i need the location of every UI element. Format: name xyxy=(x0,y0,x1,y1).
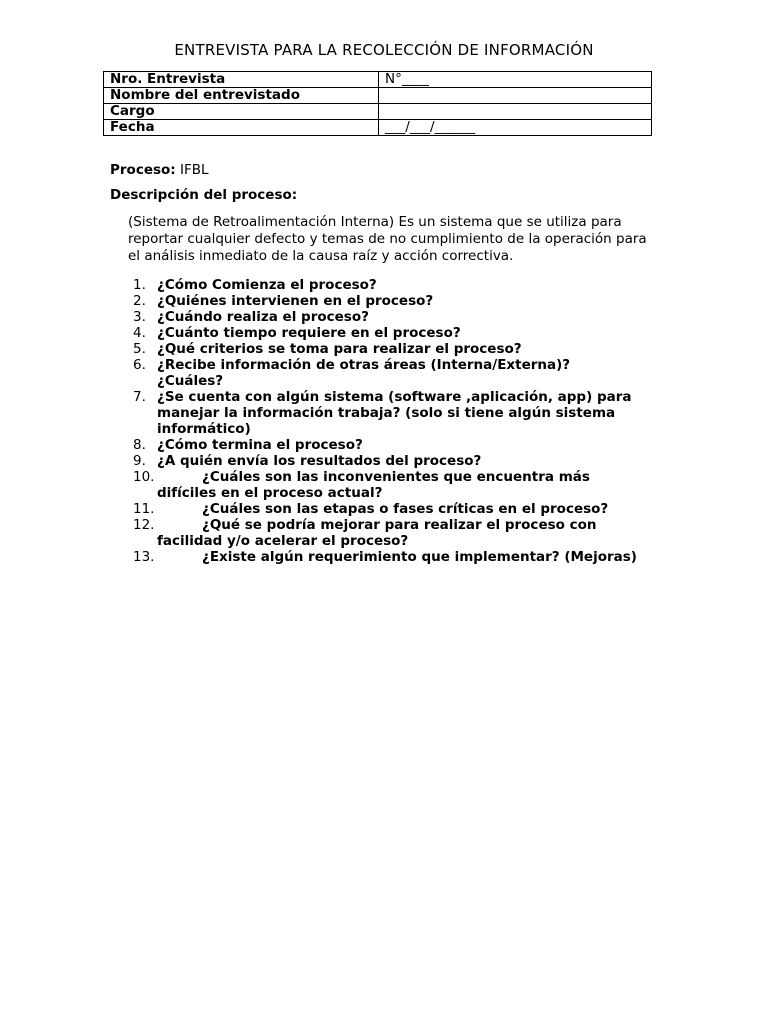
document-title: ENTREVISTA PARA LA RECOLECCIÓN DE INFORMACIÓN xyxy=(174,41,594,59)
list-item xyxy=(133,293,668,309)
question-number: 4. xyxy=(133,325,146,341)
question-number: 13. xyxy=(133,549,155,565)
question-number: 6. xyxy=(133,357,146,373)
list-item xyxy=(133,277,668,293)
table-row xyxy=(104,88,652,104)
descripcion-text: (Sistema de Retroalimentación Interna) Es un sistema que se utiliza para reportar cualquier defecto y temas de no cumplimiento de la operación para el análisis inmediato de la causa raíz y acción correctiva. xyxy=(128,214,647,264)
question-number: 9. xyxy=(133,453,146,469)
question-text: ¿Qué se podría mejorar para realizar el proceso con facilidad y/o acelerar el proceso? xyxy=(157,517,597,549)
question-number: 2. xyxy=(133,293,146,309)
question-number: 10. xyxy=(133,469,155,485)
list-item xyxy=(133,453,668,469)
proceso-value: IFBL xyxy=(180,162,209,178)
question-text: ¿A quién envía los resultados del proceso? xyxy=(157,453,482,469)
list-item xyxy=(133,309,668,325)
question-text: ¿Cuánto tiempo requiere en el proceso? xyxy=(157,325,461,341)
table-row xyxy=(104,72,652,88)
question-number: 7. xyxy=(133,389,146,405)
list-item xyxy=(133,357,597,389)
row-label: Nombre del entrevistado xyxy=(104,88,379,104)
question-number: 1. xyxy=(133,277,146,293)
proceso-line xyxy=(110,162,209,178)
list-item xyxy=(133,437,668,453)
row-label: Fecha xyxy=(104,120,379,136)
question-text: ¿Quiénes intervienen en el proceso? xyxy=(157,293,434,309)
question-number: 3. xyxy=(133,309,146,325)
question-number: 12. xyxy=(133,517,155,533)
list-item xyxy=(133,325,668,341)
row-value xyxy=(379,104,652,120)
row-value xyxy=(379,88,652,104)
list-item xyxy=(133,469,617,501)
question-text: ¿Cómo Comienza el proceso? xyxy=(157,277,377,293)
question-number: 11. xyxy=(133,501,155,517)
interview-info-table xyxy=(103,71,652,136)
list-item xyxy=(133,501,668,517)
question-text: ¿Existe algún requerimiento que implementar? (Mejoras) xyxy=(202,549,637,565)
row-value: ___/___/______ xyxy=(379,120,652,136)
row-label: Nro. Entrevista xyxy=(104,72,379,88)
list-item xyxy=(133,341,668,357)
question-number: 5. xyxy=(133,341,146,357)
table-row xyxy=(104,120,652,136)
list-item xyxy=(133,517,627,549)
descripcion-heading: Descripción del proceso: xyxy=(110,187,298,203)
row-value: N°____ xyxy=(379,72,652,88)
questions-list xyxy=(133,277,668,565)
question-text: ¿Cuándo realiza el proceso? xyxy=(157,309,369,325)
row-label: Cargo xyxy=(104,104,379,120)
list-item xyxy=(133,549,668,565)
question-text: ¿Cuáles son las etapas o fases críticas en el proceso? xyxy=(202,501,609,517)
question-text: ¿Se cuenta con algún sistema (software ,aplicación, app) para manejar la información trabaja? (solo si tiene algún sistema informático) xyxy=(157,389,632,437)
question-text: ¿Cómo termina el proceso? xyxy=(157,437,363,453)
list-item xyxy=(133,389,652,437)
question-text: ¿Recibe información de otras áreas (Interna/Externa)? ¿Cuáles? xyxy=(157,357,571,389)
question-text: ¿Cuáles son las inconvenientes que encuentra más difíciles en el proceso actual? xyxy=(157,469,590,501)
question-number: 8. xyxy=(133,437,146,453)
question-text: ¿Qué criterios se toma para realizar el proceso? xyxy=(157,341,522,357)
proceso-label: Proceso: xyxy=(110,162,176,178)
table-row xyxy=(104,104,652,120)
